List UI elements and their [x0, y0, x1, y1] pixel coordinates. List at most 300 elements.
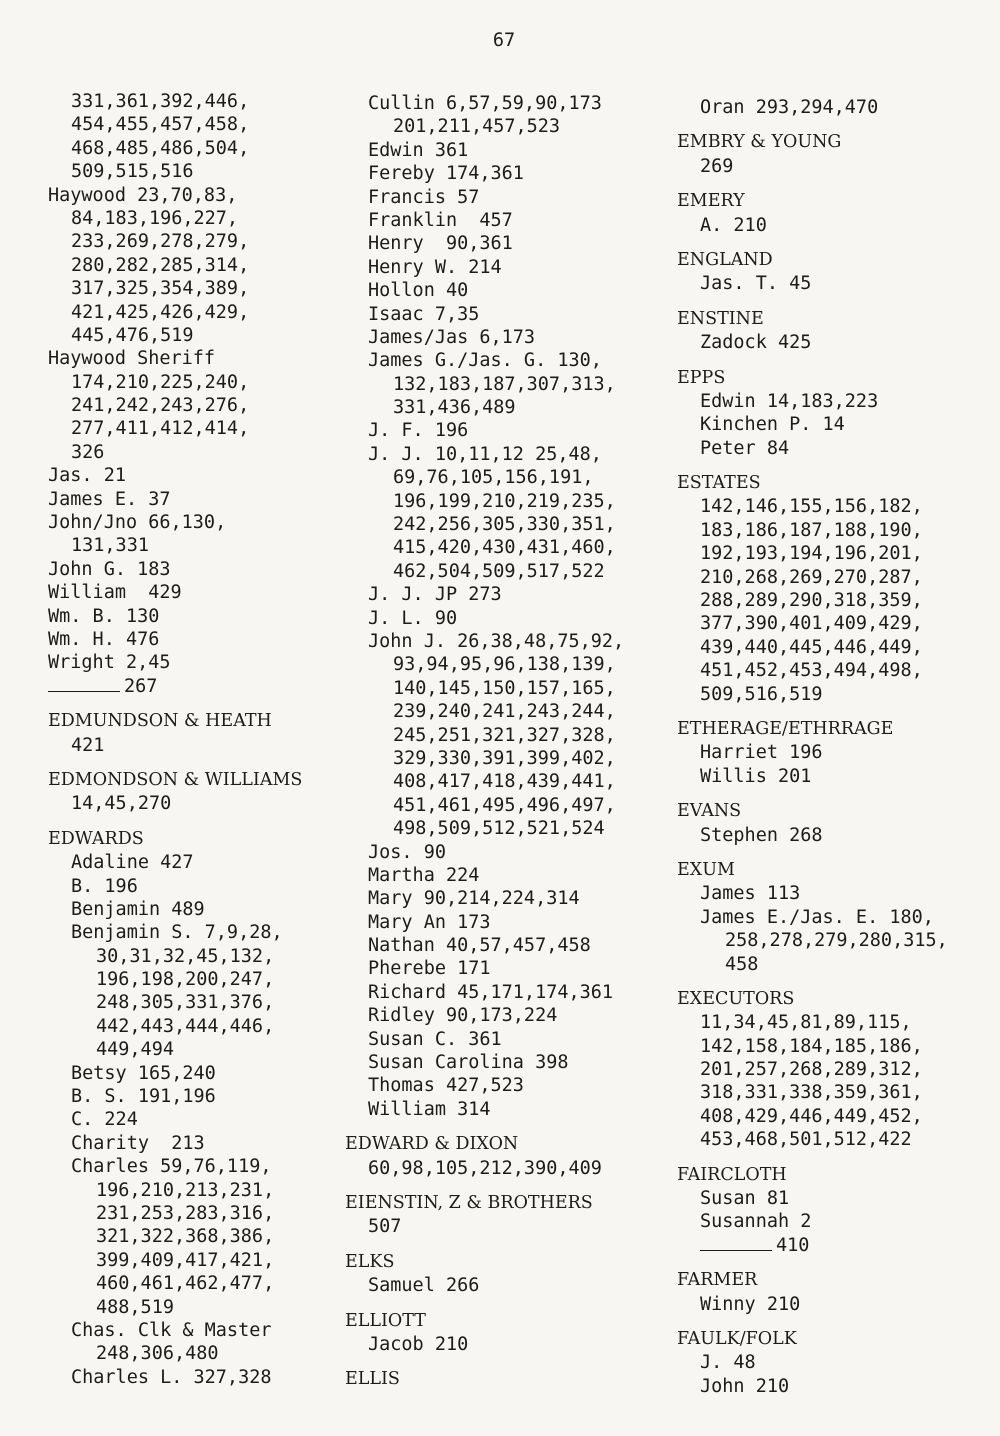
index-line: [345, 162, 670, 185]
entry-spacer: [677, 976, 997, 988]
index-line: [677, 155, 997, 178]
index-line: [677, 1058, 997, 1081]
index-text: Charles L. 327,328: [71, 1366, 272, 1388]
index-heading: [345, 1192, 670, 1215]
index-heading: [48, 769, 338, 792]
index-line: [677, 1081, 997, 1104]
index-heading: [345, 1368, 670, 1391]
index-heading: [677, 718, 997, 741]
index-line: [677, 824, 997, 847]
index-line: [345, 303, 670, 326]
blank-name-line: [48, 675, 120, 692]
index-text: Francis 57: [368, 186, 480, 208]
index-line: [677, 331, 997, 354]
index-text: EDMONDSON & WILLIAMS: [48, 769, 303, 790]
index-text: 445,476,519: [71, 324, 194, 346]
index-text: Samuel 266: [368, 1275, 480, 1297]
entry-spacer: [345, 1298, 670, 1310]
index-text: 267: [124, 675, 158, 697]
index-line: [677, 437, 997, 460]
index-line: [48, 1366, 338, 1389]
index-line: [345, 490, 670, 513]
index-text: Edwin 361: [368, 139, 469, 161]
index-text: 408,417,418,439,441,: [393, 771, 616, 793]
index-text: 14,45,270: [71, 793, 172, 815]
index-text: Susan Carolina 398: [368, 1052, 569, 1074]
index-text: Thomas 427,523: [368, 1075, 524, 1097]
index-text: Cullin 6,57,59,90,173: [368, 93, 602, 114]
index-line: [345, 607, 670, 630]
index-line: [677, 542, 997, 565]
index-text: James E./Jas. E. 180,: [700, 906, 934, 928]
index-text: EMBRY & YOUNG: [677, 132, 842, 153]
index-line: [345, 419, 670, 442]
index-line: [345, 349, 670, 372]
index-text: 509,516,519: [700, 683, 823, 705]
index-line: [48, 113, 338, 136]
index-text: ELLIOTT: [345, 1310, 426, 1331]
index-text: Wright 2,45: [48, 652, 171, 674]
index-text: B. S. 191,196: [71, 1086, 216, 1108]
index-text: 439,440,445,446,449,: [700, 636, 923, 658]
index-text: 30,31,32,45,132,: [96, 945, 275, 967]
index-text: Betsy 165,240: [71, 1062, 216, 1084]
index-text: 196,199,210,219,235,: [393, 490, 616, 512]
index-text: EIENSTIN, Z & BROTHERS: [345, 1192, 593, 1213]
entry-spacer: [677, 788, 997, 800]
index-line: [345, 560, 670, 583]
index-line: [48, 347, 338, 370]
index-line: [345, 536, 670, 559]
index-text: Oran 293,294,470: [700, 97, 879, 118]
index-line: [48, 898, 338, 921]
index-line: [677, 390, 997, 413]
index-line: [345, 934, 670, 957]
index-text: 201,257,268,289,312,: [700, 1059, 923, 1081]
index-line: [345, 724, 670, 747]
index-line: [48, 1179, 338, 1202]
index-text: 131,331: [71, 535, 149, 557]
index-text: ESTATES: [677, 473, 761, 494]
index-text: 421,425,426,429,: [71, 301, 250, 323]
index-text: EXECUTORS: [677, 988, 795, 1009]
index-line: [48, 464, 338, 487]
index-text: 408,429,446,449,452,: [700, 1105, 923, 1127]
index-text: FAULK/FOLK: [677, 1328, 797, 1349]
index-line: [48, 651, 338, 674]
index-line: [48, 991, 338, 1014]
index-text: 142,158,184,185,186,: [700, 1035, 923, 1057]
index-line: [345, 209, 670, 232]
index-text: 377,390,401,409,429,: [700, 613, 923, 635]
index-line: [677, 636, 997, 659]
index-heading: [48, 828, 338, 851]
index-line: [48, 417, 338, 440]
index-text: Chas. Clk & Master: [71, 1319, 272, 1341]
index-text: 318,331,338,359,361,: [700, 1082, 923, 1104]
index-line: [48, 675, 338, 698]
index-line: [677, 519, 997, 542]
index-heading: [677, 131, 997, 154]
index-column-1: [48, 90, 338, 1389]
entry-spacer: [345, 1180, 670, 1192]
entry-spacer: [677, 178, 997, 190]
index-text: William 314: [368, 1098, 491, 1120]
index-line: [677, 495, 997, 518]
index-line: [677, 413, 997, 436]
index-heading: [677, 1269, 997, 1292]
index-line: [48, 301, 338, 324]
entry-spacer: [677, 1257, 997, 1269]
index-line: [48, 945, 338, 968]
index-text: 498,509,512,521,524: [393, 818, 605, 840]
index-text: EVANS: [677, 801, 742, 822]
index-text: Stephen 268: [700, 824, 823, 846]
index-text: Franklin 457: [368, 209, 513, 231]
entry-spacer: [677, 460, 997, 472]
index-line: [48, 921, 338, 944]
index-text: 317,325,354,389,: [71, 278, 250, 300]
index-heading: [677, 190, 997, 213]
index-text: 288,289,290,318,359,: [700, 590, 923, 612]
index-text: 210,268,269,270,287,: [700, 566, 923, 588]
index-line: [345, 1098, 670, 1121]
index-line: [677, 1035, 997, 1058]
index-text: 11,34,45,81,89,115,: [700, 1012, 912, 1034]
index-line: [677, 612, 997, 635]
index-text: 183,186,187,188,190,: [700, 519, 923, 541]
index-line: [345, 887, 670, 910]
index-text: 399,409,417,421,: [96, 1249, 275, 1271]
index-line: [345, 957, 670, 980]
index-line: [677, 1234, 997, 1257]
index-text: 231,253,283,316,: [96, 1202, 275, 1224]
index-text: William 429: [48, 582, 182, 604]
index-column-2: [345, 92, 670, 1392]
index-line: [48, 254, 338, 277]
index-line: [345, 1004, 670, 1027]
index-line: [677, 953, 997, 976]
entry-spacer: [48, 816, 338, 828]
index-text: EPPS: [677, 367, 726, 388]
index-text: Peter 84: [700, 437, 790, 459]
index-line: [677, 1128, 997, 1151]
index-text: J. J. JP 273: [368, 584, 502, 606]
index-line: [48, 875, 338, 898]
index-text: A. 210: [700, 214, 767, 236]
index-line: [345, 1157, 670, 1180]
index-text: James E. 37: [48, 488, 171, 510]
entry-spacer: [677, 847, 997, 859]
index-text: C. 224: [71, 1109, 138, 1131]
index-line: [48, 441, 338, 464]
index-text: Edwin 14,183,223: [700, 390, 879, 412]
index-line: [345, 256, 670, 279]
index-heading: [677, 249, 997, 272]
index-heading: [677, 472, 997, 495]
index-text: 454,455,457,458,: [71, 114, 250, 136]
index-text: J. J. 10,11,12 25,48,: [368, 443, 602, 465]
index-text: Martha 224: [368, 864, 480, 886]
index-line: [345, 653, 670, 676]
index-text: Charity 213: [71, 1132, 205, 1154]
index-text: Jos. 90: [368, 841, 446, 863]
index-text: 269: [700, 155, 734, 177]
index-line: [48, 534, 338, 557]
index-text: John/Jno 66,130,: [48, 512, 227, 534]
index-text: Harriet 196: [700, 742, 823, 764]
index-text: 233,269,278,279,: [71, 231, 250, 253]
index-text: 142,146,155,156,182,: [700, 496, 923, 518]
index-text: 331,436,489: [393, 397, 516, 419]
entry-spacer: [48, 698, 338, 710]
index-text: ELLIS: [345, 1369, 400, 1390]
index-text: Willis 201: [700, 765, 812, 787]
index-text: J. 48: [700, 1352, 756, 1374]
index-line: [48, 184, 338, 207]
index-line: [677, 683, 997, 706]
index-text: 248,305,331,376,: [96, 992, 275, 1014]
index-text: Henry 90,361: [368, 233, 513, 255]
index-text: ENGLAND: [677, 249, 773, 270]
index-text: Hollon 40: [368, 280, 469, 302]
index-text: EDMUNDSON & HEATH: [48, 711, 272, 732]
index-text: FARMER: [677, 1270, 758, 1291]
blank-name-line: [700, 1234, 772, 1251]
index-text: Jas. T. 45: [700, 273, 812, 295]
index-line: [677, 1210, 997, 1233]
index-text: 462,504,509,517,522: [393, 560, 605, 582]
index-text: 196,198,200,247,: [96, 969, 275, 991]
index-line: [345, 677, 670, 700]
index-line: [48, 792, 338, 815]
index-line: [48, 1038, 338, 1061]
index-text: Benjamin 489: [71, 898, 205, 920]
index-text: Mary 90,214,224,314: [368, 888, 580, 910]
index-line: [345, 326, 670, 349]
index-line: [345, 1274, 670, 1297]
entry-spacer: [345, 1121, 670, 1133]
index-text: 449,494: [96, 1039, 174, 1061]
index-line: [48, 1108, 338, 1131]
index-line: [48, 230, 338, 253]
index-line: [48, 1015, 338, 1038]
index-line: [48, 1155, 338, 1178]
index-line: [48, 605, 338, 628]
entry-spacer: [677, 1152, 997, 1164]
entry-spacer: [677, 237, 997, 249]
index-text: 201,211,457,523: [393, 116, 561, 138]
index-text: Mary An 173: [368, 911, 491, 933]
index-line: [48, 734, 338, 757]
index-line: [345, 1333, 670, 1356]
index-line: [345, 817, 670, 840]
index-text: Zadock 425: [700, 332, 812, 354]
index-line: [48, 851, 338, 874]
index-text: 174,210,225,240,: [71, 371, 250, 393]
index-text: Haywood Sheriff: [48, 348, 216, 370]
index-line: [48, 90, 338, 113]
index-text: Wm. H. 476: [48, 628, 160, 650]
index-line: [345, 92, 670, 115]
index-line: [345, 1215, 670, 1238]
index-text: J. F. 196: [368, 420, 469, 442]
index-line: [345, 443, 670, 466]
entry-spacer: [677, 296, 997, 308]
index-line: [345, 770, 670, 793]
index-text: 84,183,196,227,: [71, 207, 239, 229]
index-line: [345, 981, 670, 1004]
index-line: [345, 115, 670, 138]
index-text: FAIRCLOTH: [677, 1164, 787, 1185]
index-line: [345, 232, 670, 255]
index-text: Isaac 7,35: [368, 303, 480, 325]
index-text: 509,515,516: [71, 161, 194, 183]
index-text: 507: [368, 1216, 402, 1238]
index-line: [48, 1296, 338, 1319]
index-line: [345, 396, 670, 419]
index-line: [677, 1293, 997, 1316]
index-text: 421: [71, 734, 105, 756]
index-line: [48, 1225, 338, 1248]
index-text: 280,282,285,314,: [71, 254, 250, 276]
index-text: James/Jas 6,173: [368, 326, 536, 348]
index-text: 248,306,480: [96, 1343, 219, 1365]
page-number: 67: [492, 30, 516, 51]
index-text: 192,193,194,196,201,: [700, 543, 923, 565]
index-line: [48, 511, 338, 534]
index-text: 196,210,213,231,: [96, 1179, 275, 1201]
index-line: [677, 1351, 997, 1374]
index-text: Kinchen P. 14: [700, 414, 845, 436]
index-text: Richard 45,171,174,361: [368, 981, 614, 1003]
entry-spacer: [677, 119, 997, 131]
index-heading: [677, 1328, 997, 1351]
index-text: 458: [725, 953, 759, 975]
entry-spacer: [345, 1239, 670, 1251]
index-line: [345, 700, 670, 723]
index-line: [48, 628, 338, 651]
index-text: 69,76,105,156,191,: [393, 467, 594, 489]
index-line: [345, 794, 670, 817]
index-text: 140,145,150,157,165,: [393, 677, 616, 699]
index-text: 331,361,392,446,: [71, 91, 250, 112]
index-heading: [677, 367, 997, 390]
index-line: [345, 513, 670, 536]
index-line: [345, 279, 670, 302]
index-text: 488,519: [96, 1296, 174, 1318]
index-heading: [677, 308, 997, 331]
index-line: [48, 581, 338, 604]
index-line: [48, 558, 338, 581]
entry-spacer: [48, 757, 338, 769]
index-text: ELKS: [345, 1251, 395, 1272]
index-line: [677, 272, 997, 295]
index-text: Adaline 427: [71, 852, 194, 874]
entry-spacer: [345, 1356, 670, 1368]
index-text: 453,468,501,512,422: [700, 1129, 912, 1151]
index-line: [345, 630, 670, 653]
index-heading: [48, 710, 338, 733]
index-heading: [677, 859, 997, 882]
index-text: EDWARD & DIXON: [345, 1134, 519, 1155]
index-heading: [677, 1164, 997, 1187]
index-line: [48, 207, 338, 230]
index-text: 239,240,241,243,244,: [393, 701, 616, 723]
index-line: [48, 394, 338, 417]
index-line: [345, 139, 670, 162]
index-line: [48, 371, 338, 394]
index-text: 451,461,495,496,497,: [393, 794, 616, 816]
index-text: Jacob 210: [368, 1333, 469, 1355]
index-text: J. L. 90: [368, 607, 458, 629]
index-text: 258,278,279,280,315,: [725, 930, 948, 952]
index-text: John J. 26,38,48,75,92,: [368, 630, 625, 652]
index-line: [677, 741, 997, 764]
index-text: Henry W. 214: [368, 256, 502, 278]
index-line: [48, 1342, 338, 1365]
index-text: 242,256,305,330,351,: [393, 514, 616, 536]
index-heading: [677, 800, 997, 823]
index-text: Benjamin S. 7,9,28,: [71, 922, 283, 944]
index-text: John 210: [700, 1375, 790, 1397]
index-line: [48, 324, 338, 347]
index-line: [48, 968, 338, 991]
index-text: Jas. 21: [48, 465, 126, 487]
index-line: [677, 1375, 997, 1398]
index-text: James 113: [700, 883, 801, 905]
index-line: [48, 1249, 338, 1272]
index-line: [48, 277, 338, 300]
index-line: [677, 1187, 997, 1210]
index-line: [48, 137, 338, 160]
index-text: 442,443,444,446,: [96, 1015, 275, 1037]
index-line: [48, 1319, 338, 1342]
index-line: [677, 1105, 997, 1128]
index-line: [677, 906, 997, 929]
index-text: 460,461,462,477,: [96, 1273, 275, 1295]
index-line: [345, 466, 670, 489]
index-line: [48, 1085, 338, 1108]
index-text: EXUM: [677, 859, 735, 880]
index-text: ETHERAGE/ETHRRAGE: [677, 718, 894, 739]
index-line: [677, 214, 997, 237]
index-text: Haywood 23,70,83,: [48, 184, 238, 206]
index-text: Nathan 40,57,457,458: [368, 935, 591, 957]
index-line: [677, 882, 997, 905]
index-line: [345, 841, 670, 864]
index-text: 451,452,453,494,498,: [700, 660, 923, 682]
index-line: [345, 1028, 670, 1051]
index-text: 241,242,243,276,: [71, 395, 250, 417]
index-text: Susan 81: [700, 1188, 790, 1210]
index-line: [345, 1051, 670, 1074]
index-text: 277,411,412,414,: [71, 418, 250, 440]
index-line: [48, 1132, 338, 1155]
index-line: [677, 929, 997, 952]
index-line: [48, 1202, 338, 1225]
index-text: Susan C. 361: [368, 1028, 502, 1050]
index-text: 132,183,187,307,313,: [393, 373, 616, 395]
index-line: [48, 160, 338, 183]
index-text: 415,420,430,431,460,: [393, 537, 616, 559]
index-text: Charles 59,76,119,: [71, 1156, 272, 1178]
index-line: [345, 186, 670, 209]
index-text: 245,251,321,327,328,: [393, 724, 616, 746]
index-text: B. 196: [71, 875, 138, 897]
index-text: 468,485,486,504,: [71, 137, 250, 159]
index-text: 410: [776, 1234, 810, 1256]
